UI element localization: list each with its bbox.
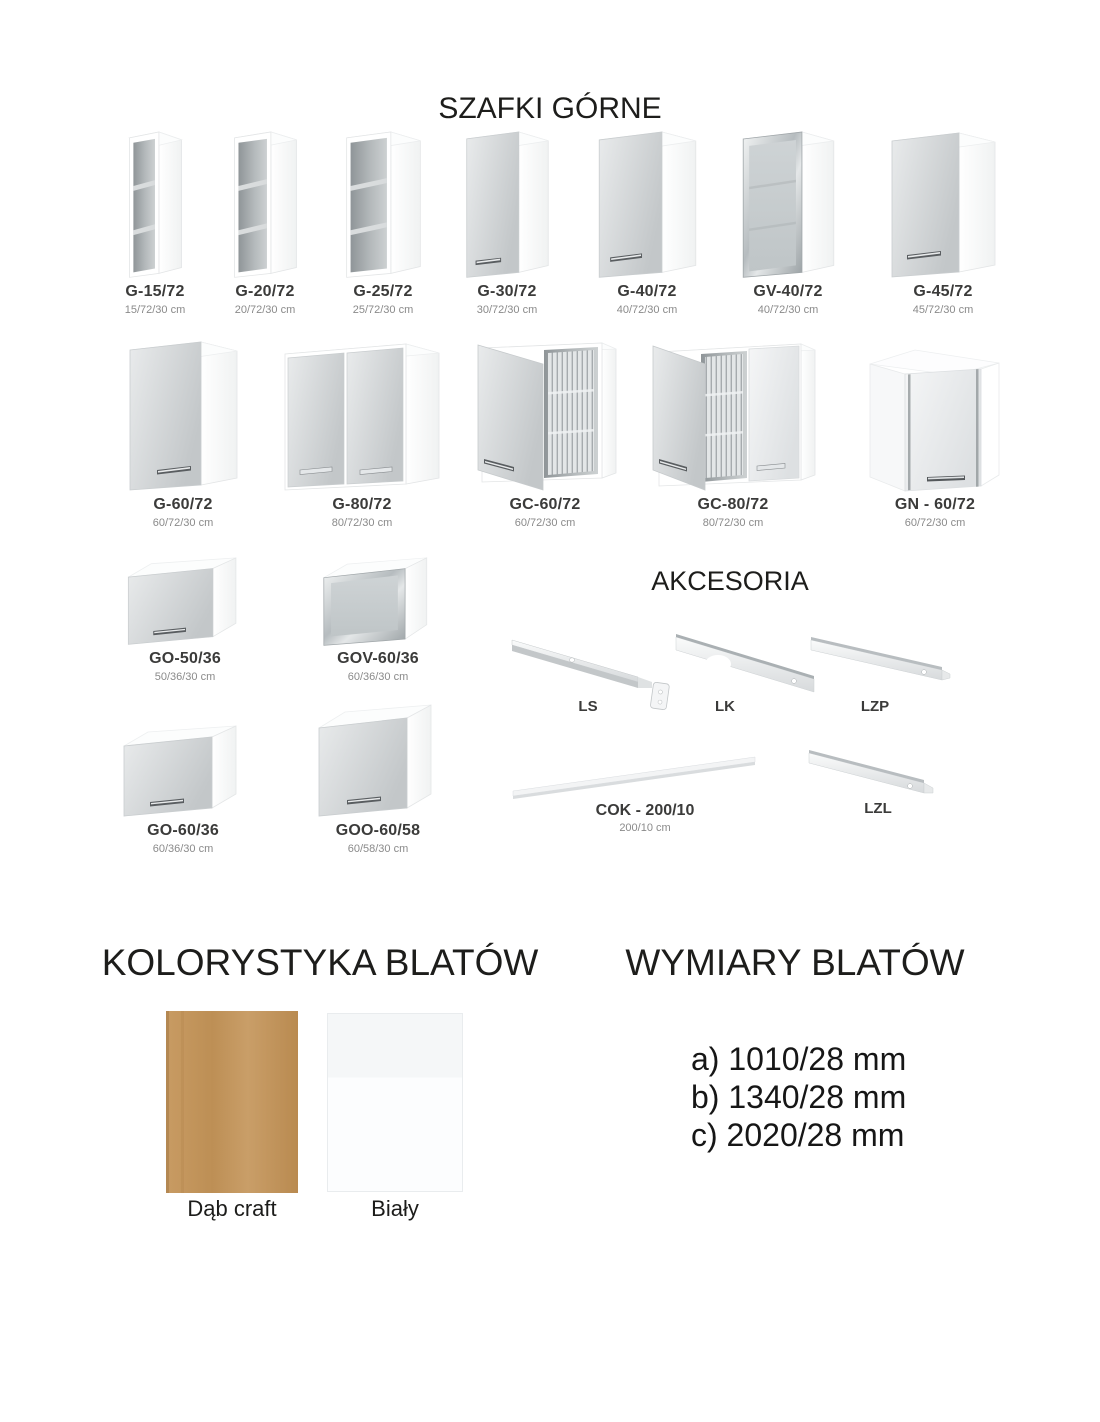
worktop-size-a: a) 1010/28 mm xyxy=(691,1041,907,1077)
cabinet-dimensions: 60/72/30 cm xyxy=(514,516,576,529)
accessory-lzp-strip-icon xyxy=(808,634,956,690)
cabinet-figure-open-shelf-icon xyxy=(231,130,299,279)
cabinet-figure-door-icon xyxy=(463,130,551,279)
cabinet-dimensions: 60/58/30 cm xyxy=(347,842,409,855)
cabinet-gv-40-72 xyxy=(723,130,853,317)
cabinet-dimensions: 60/72/30 cm xyxy=(904,516,966,529)
cabinet-g-80-72 xyxy=(272,340,452,530)
swatch-label-dab-craft: Dąb craft xyxy=(187,1196,277,1221)
worktop-size-c: c) 2020/28 mm xyxy=(691,1117,905,1153)
cabinet-figure-corner-icon xyxy=(865,344,1005,492)
accessory-lk-label: LK xyxy=(715,698,735,715)
cabinet-g-45-72 xyxy=(878,130,1008,317)
cabinet-gc-80-72 xyxy=(638,340,828,530)
cabinet-label: GV-40/72 xyxy=(753,283,823,301)
cabinet-figure-flap-icon xyxy=(317,702,439,818)
cabinet-figure-door-icon xyxy=(596,130,698,279)
cabinet-figure-glass-flap-icon xyxy=(316,556,440,646)
accessory-lzl-label: LZL xyxy=(864,800,892,817)
cabinet-label: G-45/72 xyxy=(913,283,973,301)
section-title-worktop-colors: KOLORYSTYKA BLATÓW xyxy=(101,942,539,983)
cabinet-goo-60-58 xyxy=(316,698,440,856)
swatch-label-bialy: Biały xyxy=(371,1196,419,1221)
cabinet-label: GOO-60/58 xyxy=(335,822,421,840)
cabinet-dimensions: 20/72/30 cm xyxy=(234,303,296,316)
cabinet-g-40-72 xyxy=(582,130,712,317)
cabinet-g-25-72 xyxy=(325,130,441,317)
cabinet-figure-open-shelf-icon xyxy=(126,130,184,279)
accessory-lk-strip-icon xyxy=(672,630,822,700)
cabinet-label: G-60/72 xyxy=(153,496,213,514)
cabinet-gc-60-72 xyxy=(460,340,630,530)
cabinet-dimensions: 50/36/30 cm xyxy=(154,670,216,683)
worktop-sizes-list xyxy=(691,1040,906,1154)
cabinet-g-60-72 xyxy=(118,340,248,530)
cabinet-dimensions: 60/72/30 cm xyxy=(152,516,214,529)
cabinet-label: G-25/72 xyxy=(353,283,413,301)
cabinet-figure-flap-icon xyxy=(122,724,244,818)
worktop-size-b: b) 1340/28 mm xyxy=(691,1079,907,1115)
cabinet-g-20-72 xyxy=(207,130,323,317)
cabinet-figure-door-icon xyxy=(127,340,239,492)
cabinet-figure-door-icon xyxy=(889,131,997,279)
cabinet-label: GO-50/36 xyxy=(149,650,221,668)
swatch-bialy xyxy=(327,1013,463,1192)
cabinet-gn-60-72 xyxy=(850,340,1020,530)
accessory-lzl-strip-icon xyxy=(806,746,938,804)
accessory-cok-dimensions: 200/10 cm xyxy=(619,822,671,834)
accessory-cok-label: COK - 200/10 xyxy=(595,802,695,819)
accessory-cok-strip-icon xyxy=(511,754,759,800)
cabinet-label: G-30/72 xyxy=(477,283,537,301)
cabinet-figure-glass-door-icon xyxy=(740,130,836,279)
cabinet-figure-double-door-icon xyxy=(282,342,442,492)
cabinet-dimensions: 80/72/30 cm xyxy=(331,516,393,529)
cabinet-dimensions: 25/72/30 cm xyxy=(352,303,414,316)
cabinet-dimensions: 40/72/30 cm xyxy=(616,303,678,316)
cabinet-label: GN - 60/72 xyxy=(894,496,976,514)
cabinet-dimensions: 80/72/30 cm xyxy=(702,516,764,529)
section-title-upper-cabinets: SZAFKI GÓRNE xyxy=(438,92,662,125)
cabinet-dimensions: 30/72/30 cm xyxy=(476,303,538,316)
cabinet-dimensions: 60/36/30 cm xyxy=(347,670,409,683)
section-title-accessories: AKCESORIA xyxy=(651,566,809,596)
swatch-dab-craft xyxy=(166,1011,298,1193)
cabinet-label: G-40/72 xyxy=(617,283,677,301)
cabinet-g-15-72 xyxy=(97,130,213,317)
cabinet-go-50-36 xyxy=(123,556,247,684)
cabinet-dimensions: 15/72/30 cm xyxy=(124,303,186,316)
cabinet-go-60-36 xyxy=(121,698,245,856)
cabinet-label: G-20/72 xyxy=(235,283,295,301)
cabinet-figure-double-open-door-rack-icon xyxy=(649,342,817,492)
cabinet-label: G-80/72 xyxy=(332,496,392,514)
cabinet-label: GC-60/72 xyxy=(509,496,581,514)
cabinet-label: GOV-60/36 xyxy=(337,650,419,668)
cabinet-label: GO-60/36 xyxy=(147,822,219,840)
cabinet-figure-open-door-rack-icon xyxy=(470,340,620,492)
cabinet-figure-flap-icon xyxy=(124,556,246,646)
cabinet-label: G-15/72 xyxy=(125,283,185,301)
cabinet-dimensions: 45/72/30 cm xyxy=(912,303,974,316)
accessory-lzp-label: LZP xyxy=(860,698,890,715)
cabinet-dimensions: 60/36/30 cm xyxy=(152,842,214,855)
cabinet-gov-60-36 xyxy=(316,556,440,684)
cabinet-g-30-72 xyxy=(447,130,567,317)
cabinet-dimensions: 40/72/30 cm xyxy=(757,303,819,316)
cabinet-label: GC-80/72 xyxy=(697,496,769,514)
cabinet-figure-open-shelf-icon xyxy=(343,130,423,279)
accessory-ls-label: LS xyxy=(578,698,598,715)
section-title-worktop-dimensions: WYMIARY BLATÓW xyxy=(625,942,965,983)
